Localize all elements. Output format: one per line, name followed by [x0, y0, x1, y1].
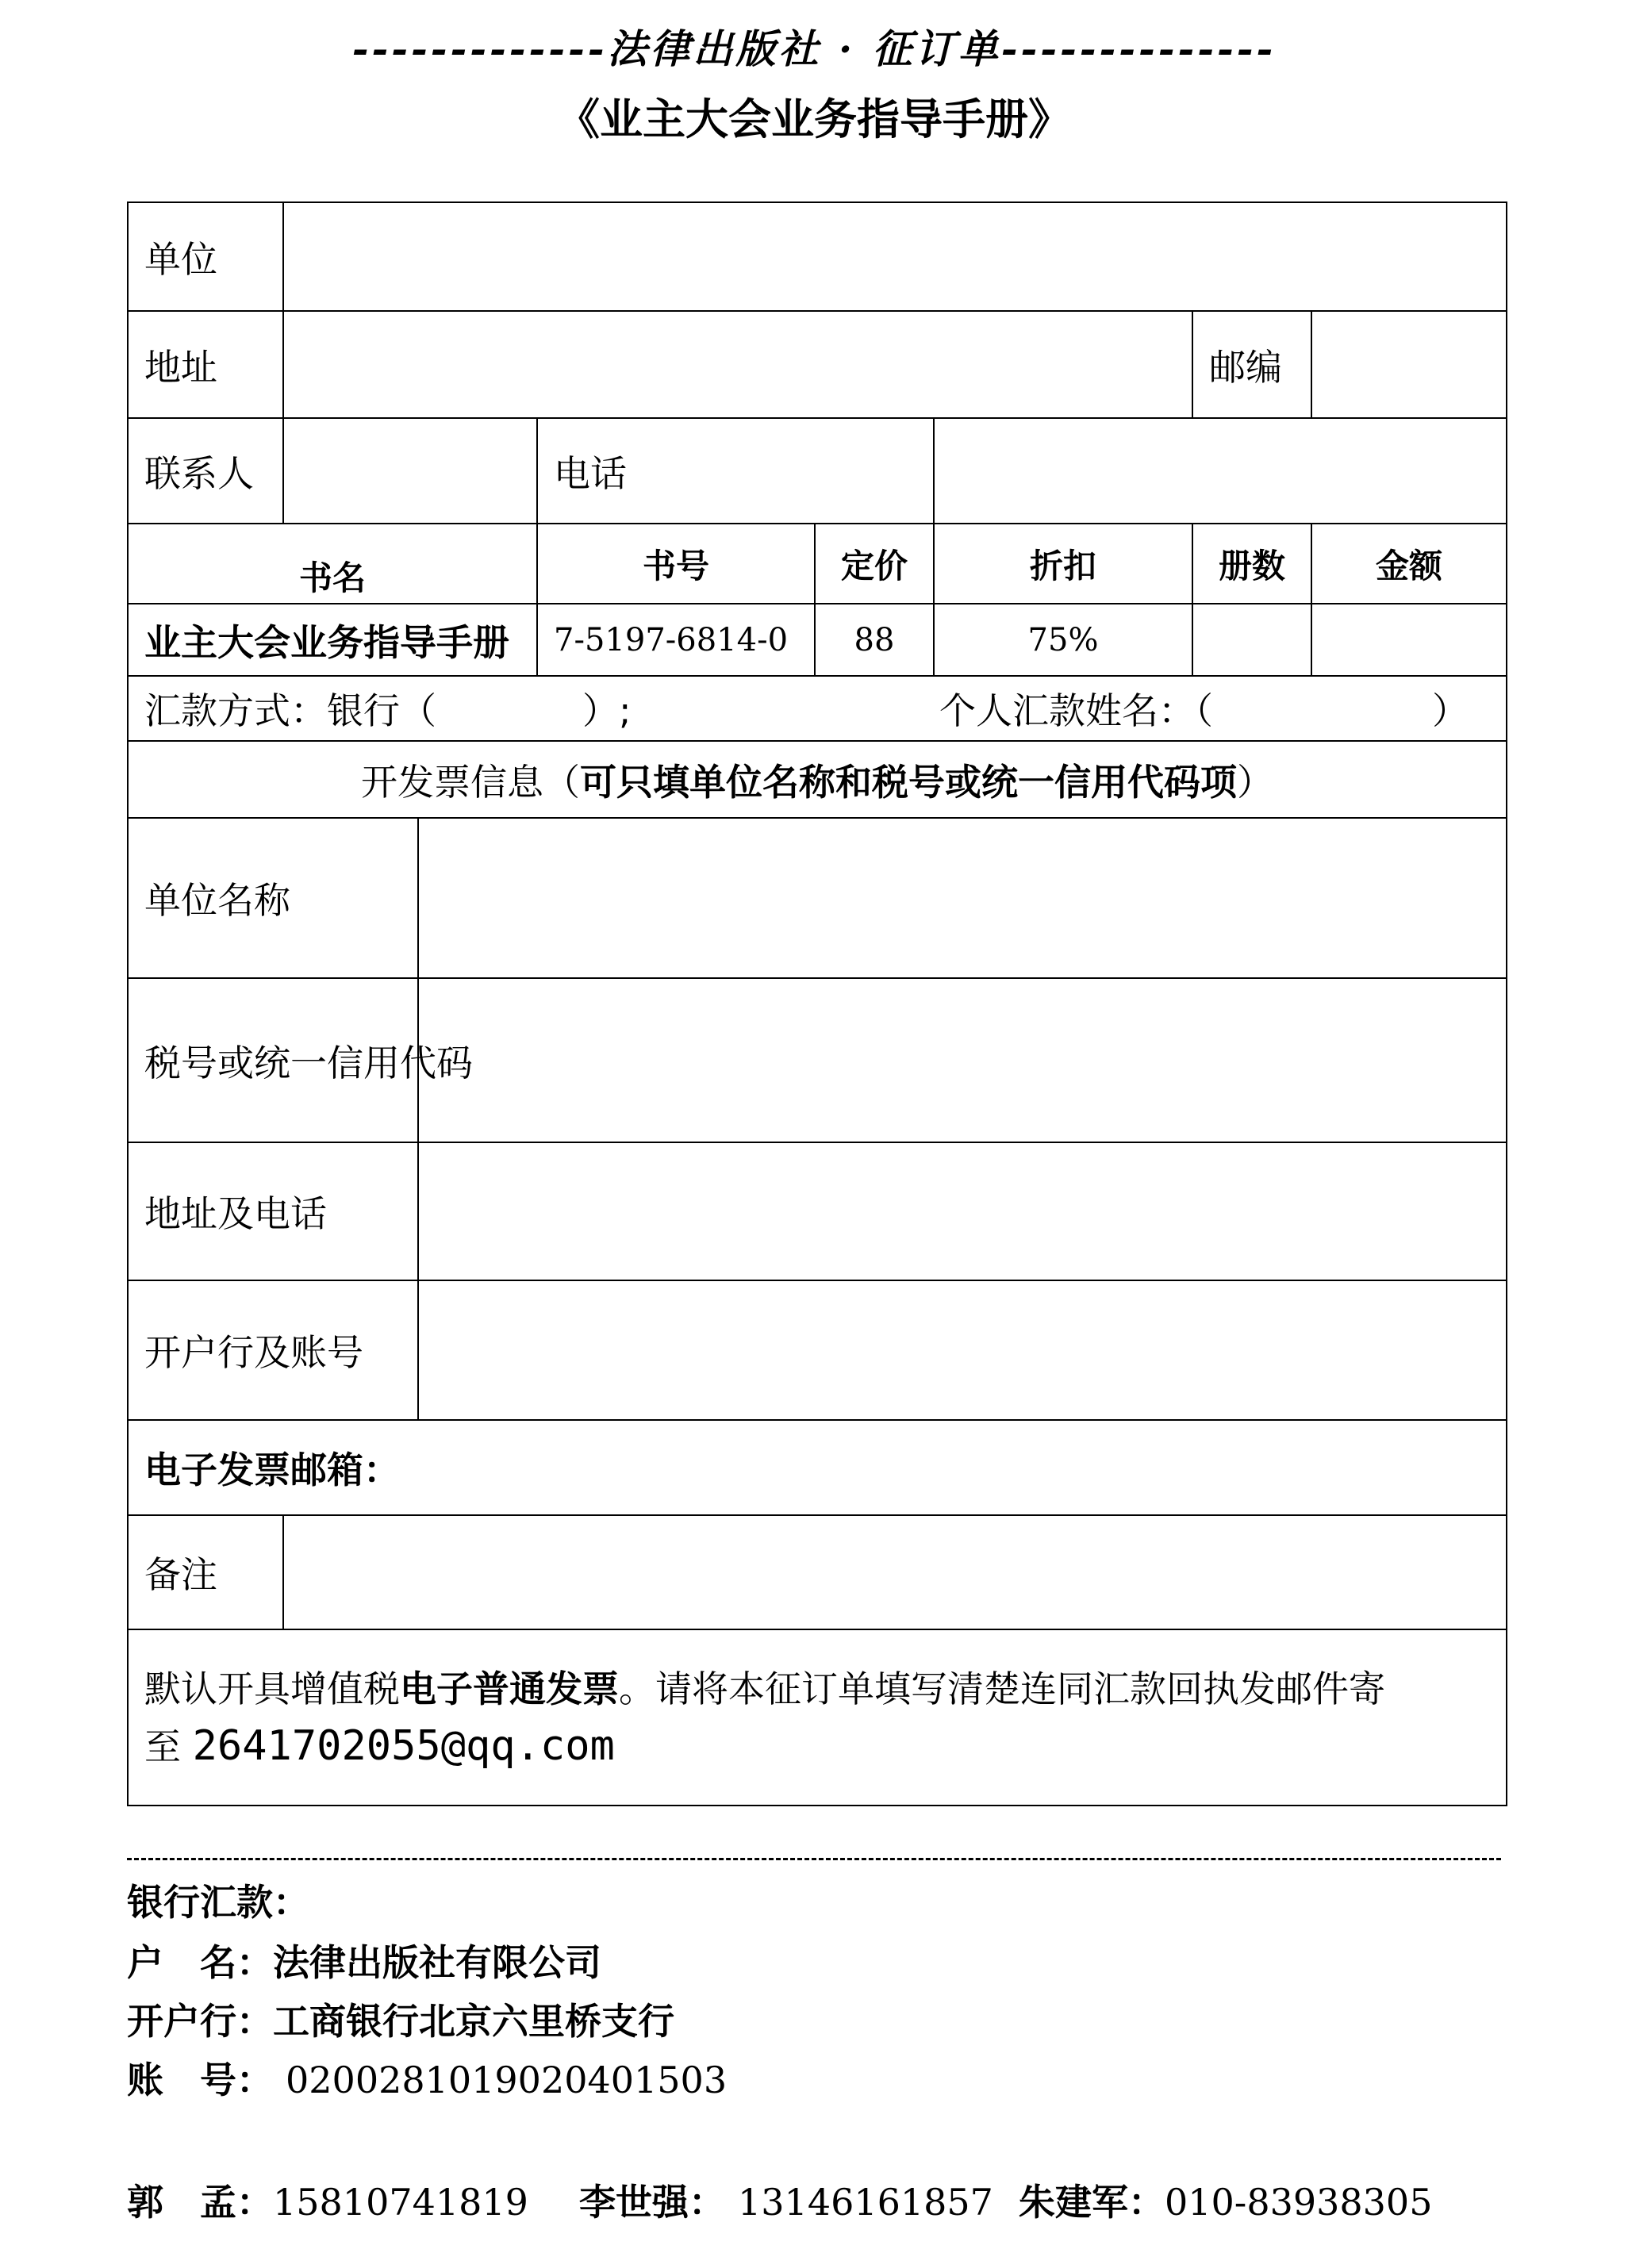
account-number-label: 账 号： — [127, 2059, 273, 2101]
notice-cell — [128, 1629, 1507, 1806]
phone-label: 电话 — [537, 418, 934, 524]
payment-row — [128, 676, 1507, 741]
remarks-row — [128, 1515, 1507, 1629]
address-row — [128, 311, 1507, 418]
copies-input[interactable] — [1192, 604, 1311, 676]
account-number-value: 0200281019020401503 — [286, 2059, 728, 2101]
invoice-row-bank-account — [128, 1280, 1507, 1420]
unit-input[interactable] — [283, 202, 1507, 311]
contact-input[interactable] — [283, 418, 537, 524]
col-amount: 金额 — [1311, 524, 1507, 604]
postcode-label: 邮编 — [1192, 311, 1311, 418]
invoice-info-heading — [128, 741, 1507, 818]
payment-method: 汇款方式：银行（ ）; — [144, 689, 632, 732]
bank-branch-label: 开户行： — [127, 2000, 273, 2043]
book-number-cell: 7-5197-6814-0 — [537, 604, 815, 676]
invoice-tax-number-input[interactable] — [418, 978, 1507, 1142]
col-copies: 册数 — [1192, 524, 1311, 604]
price-cell: 88 — [815, 604, 934, 676]
bank-branch-line — [127, 1993, 674, 2045]
address-label: 地址 — [128, 311, 283, 418]
notice-row — [128, 1629, 1507, 1806]
e-invoice-email-label[interactable]: 电子发票邮箱： — [128, 1420, 1507, 1515]
invoice-info-row — [128, 741, 1507, 818]
contact-phone-1: 15810741819 — [273, 2181, 528, 2224]
invoice-unit-name-input[interactable] — [418, 818, 1507, 978]
bank-account-name-line — [127, 1934, 601, 1986]
notice-e-invoice: 电子普通发票 — [400, 1667, 619, 1710]
invoice-bank-account-input[interactable] — [418, 1280, 1507, 1420]
invoice-address-phone-input[interactable] — [418, 1142, 1507, 1280]
header-right-dashes: -------------- — [1000, 25, 1277, 72]
contact-phone-2: 13146161857 — [738, 2181, 993, 2224]
bank-title: 银行汇款： — [127, 1881, 309, 1924]
invoice-info-note: 可只填单位名称和税号或统一信用代码项 — [580, 760, 1237, 804]
contact-name-2: 李世强： — [579, 2181, 725, 2224]
header-left-dashes: ------------- — [351, 25, 608, 72]
col-price: 定价 — [815, 524, 934, 604]
account-name-label: 户 名： — [127, 1941, 273, 1984]
notice-part2: 。请将本征订单填写清楚连同汇款回执发邮件寄 — [619, 1667, 1385, 1710]
col-book-name: 书名 — [128, 524, 537, 604]
contact-row — [128, 418, 1507, 524]
invoice-tax-number-label: 税号或统一信用代码 — [128, 978, 418, 1142]
notice-line2-prefix: 至 — [144, 1725, 181, 1768]
remarks-label: 备注 — [128, 1515, 283, 1629]
contact-name-1: 郭 孟： — [127, 2181, 273, 2224]
book-name-cell: 业主大会业务指导手册 — [128, 604, 537, 676]
invoice-address-phone-label: 地址及电话 — [128, 1142, 418, 1280]
invoice-info-suffix: ） — [1237, 760, 1273, 804]
notice-line-2 — [144, 1717, 1490, 1775]
unit-row — [128, 202, 1507, 311]
amount-input[interactable] — [1311, 604, 1507, 676]
personal-payer-name: 个人汇款姓名：（ ） — [939, 689, 1469, 732]
bank-account-number-line — [127, 2051, 727, 2104]
contacts-line — [127, 2174, 1432, 2226]
invoice-bank-account-label: 开户行及账号 — [128, 1280, 418, 1420]
book-title: 《业主大会业务指导手册》 — [557, 94, 1071, 144]
order-form-table — [127, 201, 1507, 1806]
col-book-number: 书号 — [537, 524, 815, 604]
col-discount: 折扣 — [934, 524, 1192, 604]
address-input[interactable] — [283, 311, 1192, 418]
order-form-header — [0, 17, 1628, 75]
contact-label: 联系人 — [128, 418, 283, 524]
notice-line-1 — [144, 1660, 1490, 1717]
invoice-row-unit-name — [128, 818, 1507, 978]
invoice-info-prefix: 开发票信息（ — [361, 760, 580, 804]
account-name-value: 法律出版社有限公司 — [273, 1941, 601, 1984]
contact-name-3: 朱建军： — [1018, 2181, 1165, 2224]
book-row — [128, 604, 1507, 676]
invoice-row-address-phone — [128, 1142, 1507, 1280]
phone-input[interactable] — [934, 418, 1507, 524]
discount-cell: 75% — [934, 604, 1192, 676]
payment-cell[interactable] — [128, 676, 1507, 741]
e-invoice-email-row — [128, 1420, 1507, 1515]
notice-email: 2641702055@qq.com — [192, 1721, 615, 1770]
bank-branch-value: 工商银行北京六里桥支行 — [273, 2000, 674, 2043]
invoice-unit-name-label: 单位名称 — [128, 818, 418, 978]
unit-label: 单位 — [128, 202, 283, 311]
book-header-row — [128, 524, 1507, 604]
postcode-input[interactable] — [1311, 311, 1507, 418]
contact-phone-3: 010-83938305 — [1164, 2181, 1433, 2224]
notice-part1: 默认开具增值税 — [144, 1667, 400, 1710]
dashed-divider — [127, 1858, 1501, 1860]
invoice-row-tax-number — [128, 978, 1507, 1142]
publisher-order-title: 法律出版社 · 征订单 — [607, 25, 1001, 72]
remarks-input[interactable] — [283, 1515, 1507, 1629]
